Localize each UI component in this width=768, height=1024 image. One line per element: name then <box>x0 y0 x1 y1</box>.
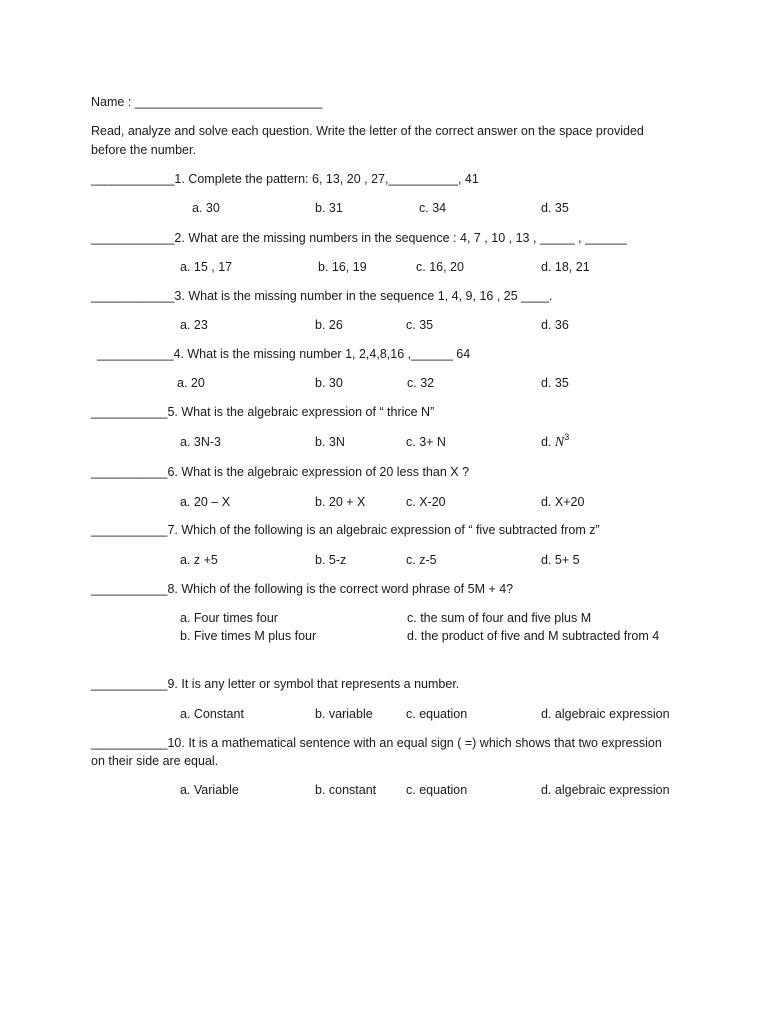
question-3-stem: ____________3. What is the missing number in the sequence 1, 4, 9, 16 , 25 ____. <box>91 289 553 303</box>
question-1-choice-c: c. 34 <box>419 201 447 215</box>
question-3-choice-a: a. 23 <box>180 318 208 332</box>
question-7-stem: ___________7. Which of the following is an algebraic expression of “ five subtracted from z” <box>91 523 600 537</box>
question-5-choice-a: a. 3N-3 <box>180 435 221 449</box>
question-2-choice-b: b. 16, 19 <box>318 260 367 274</box>
question-8-choice-d: d. the product of five and M subtracted from 4 <box>407 629 660 643</box>
question-1-choice-b: b. 31 <box>315 201 343 215</box>
question-8-choice-b: b. Five times M plus four <box>180 629 317 643</box>
question-7-choice-d: d. 5+ 5 <box>541 553 580 567</box>
question-2-choice-a: a. 15 , 17 <box>180 260 233 274</box>
question-9-choice-a: a. Constant <box>180 707 244 721</box>
question-10-stem: ___________10. It is a mathematical sentence with an equal sign ( =) which shows that two expression <box>91 736 662 750</box>
question-9-choice-c: c. equation <box>406 707 468 721</box>
instructions-line-1: Read, analyze and solve each question. Write the letter of the correct answer on the space provided <box>91 124 644 138</box>
question-9-stem: ___________9. It is any letter or symbol that represents a number. <box>91 677 460 691</box>
question-3-choice-d: d. 36 <box>541 318 569 332</box>
question-9-choice-d: d. algebraic expression <box>541 707 670 721</box>
question-10-choice-d: d. algebraic expression <box>541 783 670 797</box>
question-7-choice-a: a. z +5 <box>180 553 218 567</box>
question-7-choice-b: b. 5-z <box>315 553 347 567</box>
question-5-stem: ___________5. What is the algebraic expression of “ thrice N” <box>91 405 435 419</box>
question-6-choice-d: d. X+20 <box>541 495 585 509</box>
question-7-choice-c: c. z-5 <box>406 553 437 567</box>
question-5-choice-d-exponent: 3 <box>564 432 570 442</box>
question-1-stem: ____________1. Complete the pattern: 6, 13, 20 , 27,__________, 41 <box>91 172 479 186</box>
question-3-choice-c: c. 35 <box>406 318 434 332</box>
question-3-choice-b: b. 26 <box>315 318 343 332</box>
question-6-choice-a: a. 20 – X <box>180 495 231 509</box>
question-4-stem: ___________4. What is the missing number 1, 2,4,8,16 ,______ 64 <box>97 347 471 361</box>
question-10-choice-a: a. Variable <box>180 783 239 797</box>
question-8-choice-a: a. Four times four <box>180 611 278 625</box>
question-4-choice-c: c. 32 <box>407 376 435 390</box>
question-1-choice-a: a. 30 <box>192 201 220 215</box>
question-9-choice-b: b. variable <box>315 707 373 721</box>
instructions-line-2: before the number. <box>91 143 196 157</box>
question-6-stem: ___________6. What is the algebraic expression of 20 less than X ? <box>91 465 470 479</box>
question-2-choice-d: d. 18, 21 <box>541 260 590 274</box>
question-5-choice-c: c. 3+ N <box>406 435 446 449</box>
question-4-choice-a: a. 20 <box>177 376 205 390</box>
question-8-stem: ___________8. Which of the following is the correct word phrase of 5M + 4? <box>91 582 514 596</box>
question-5-choice-b: b. 3N <box>315 435 345 449</box>
question-5-choice-d <box>541 434 569 451</box>
question-2-choice-c: c. 16, 20 <box>416 260 464 274</box>
question-4-choice-d: d. 35 <box>541 376 569 390</box>
question-5-choice-d-base: N <box>554 435 565 450</box>
question-10-choice-c: c. equation <box>406 783 468 797</box>
question-4-choice-b: b. 30 <box>315 376 343 390</box>
question-6-choice-c: c. X-20 <box>406 495 446 509</box>
question-10-choice-b: b. constant <box>315 783 377 797</box>
name-line: Name : ___________________________ <box>91 95 323 109</box>
question-6-choice-b: b. 20 + X <box>315 495 366 509</box>
question-8-choice-c: c. the sum of four and five plus M <box>407 611 592 625</box>
question-1-choice-d: d. 35 <box>541 201 569 215</box>
question-5-choice-d-letter: d. <box>541 435 555 449</box>
question-2-stem: ____________2. What are the missing numbers in the sequence : 4, 7 , 10 , 13 , _____ , ______ <box>91 231 627 245</box>
question-10-stem-continued: on their side are equal. <box>91 754 219 768</box>
